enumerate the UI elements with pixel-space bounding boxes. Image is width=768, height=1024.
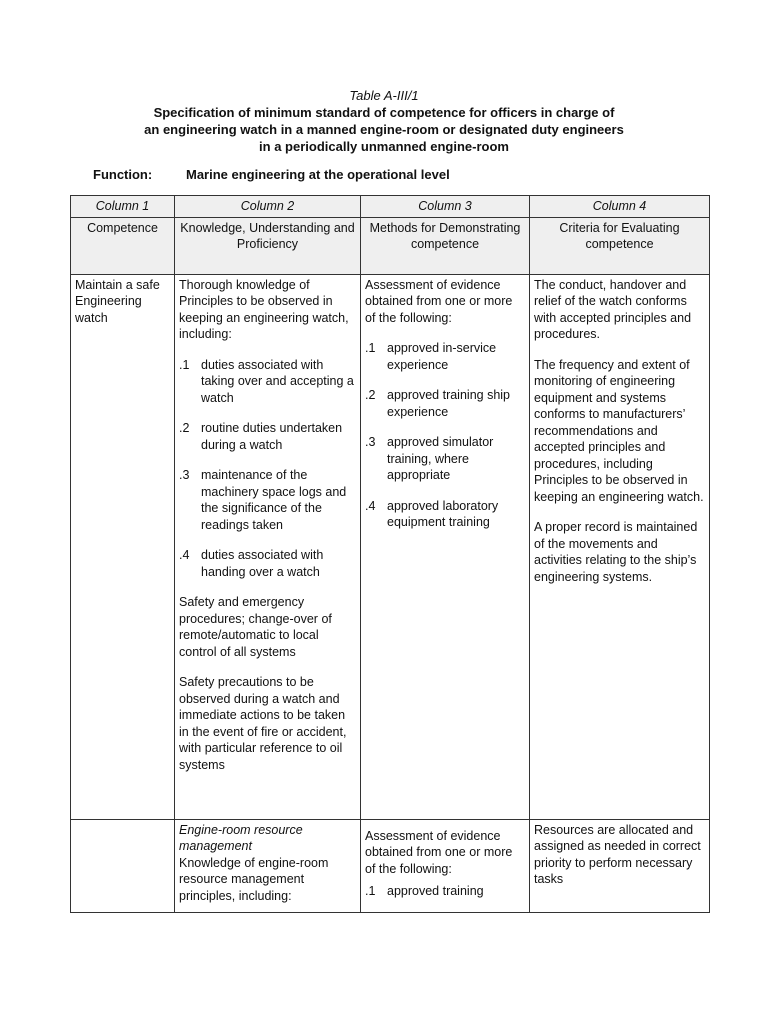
title-line-1: Specification of minimum standard of competence for officers in charge of [153,105,615,120]
list-item [365,340,525,373]
competence-table [70,195,710,913]
criteria-paragraph: The conduct, handover and relief of the watch conforms with accepted principles and procedures. [534,277,692,341]
knowledge-intro: Thorough knowledge of Principles to be observed in keeping an engineering watch, including: [179,277,349,341]
item-number: .4 [365,498,376,513]
item-number: .3 [365,435,376,449]
item-text: maintenance of the machinery space logs and the significance of the readings taken [201,468,347,532]
column-number-row [71,196,710,218]
column-header-competence: Competence [71,217,175,274]
knowledge-cell [175,274,361,819]
table-row [71,274,710,819]
item-number: .4 [179,548,190,562]
knowledge-text: Knowledge of engine-room resource management principles, including: [179,855,329,903]
table-label: Table A-III/1 [349,88,419,103]
list-item [179,467,356,533]
column-header-methods: Methods for Demonstrating competence [361,217,530,274]
column-header-knowledge: Knowledge, Understanding and Proficiency [175,217,361,274]
item-number: .1 [365,341,376,355]
criteria-paragraph: A proper record is maintained of the movements and activities relating to the ship’s engineering systems. [534,520,698,584]
item-text: approved training [387,884,484,898]
item-text: approved training ship experience [387,388,510,419]
criteria-cell [530,819,710,912]
methods-intro: Assessment of evidence obtained from one or more of the following: [365,828,513,876]
methods-cell [361,274,530,819]
item-text: approved simulator training, where appropriate [387,435,494,482]
column-number-2: Column 2 [175,196,361,218]
column-header-row [71,217,710,274]
item-number: .2 [179,421,190,435]
table-row [71,819,710,912]
list-item [179,357,356,407]
item-text: duties associated with handing over a watch [201,548,324,579]
item-number: .3 [179,468,190,482]
methods-intro: Assessment of evidence obtained from one or more of the following: [365,277,513,325]
criteria-paragraph: The frequency and extent of monitoring of engineering equipment and systems conforms to manufacturers’ recommendations and accepted principles and procedures, including Principles to be observed in keeping an engineering watch. [534,357,704,504]
knowledge-cell [175,819,361,912]
column-header-criteria: Criteria for Evaluating competence [530,217,710,274]
competence-cell: Maintain a safe Engineering watch [71,274,175,819]
column-number-3: Column 3 [361,196,530,218]
competence-cell [71,819,175,912]
item-number: .2 [365,388,376,402]
list-item [365,434,525,484]
criteria-paragraph: Resources are allocated and assigned as needed in correct priority to perform necessary tasks [534,822,701,886]
list-item [365,883,525,900]
column-number-4: Column 4 [530,196,710,218]
knowledge-paragraph: Safety and emergency procedures; change-over of remote/automatic to local control of all systems [179,595,332,659]
item-number: .1 [365,884,376,898]
item-text: routine duties undertaken during a watch [201,421,343,452]
list-item [365,387,525,420]
function-value: Marine engineering at the operational level [186,167,450,182]
list-item [365,498,525,531]
title-line-3: in a periodically unmanned engine-room [259,139,509,154]
methods-cell [361,819,530,912]
list-item [179,420,356,453]
item-text: approved laboratory equipment training [387,498,499,529]
item-text: duties associated with taking over and accepting a watch [201,357,354,405]
knowledge-paragraph: Safety precautions to be observed during a watch and immediate actions to be taken in the event of fire or accident, with particular reference to oil systems [179,675,347,772]
table-title [0,104,768,155]
criteria-cell [530,274,710,819]
title-line-2: an engineering watch in a manned engine-room or designated duty engineers [144,122,624,137]
list-item [179,547,356,580]
item-text: approved in-service experience [387,341,497,372]
item-number: .1 [179,357,190,372]
function-label: Function: [93,167,153,182]
knowledge-subtitle: Engine-room resource management [179,822,303,853]
column-number-1: Column 1 [71,196,175,218]
